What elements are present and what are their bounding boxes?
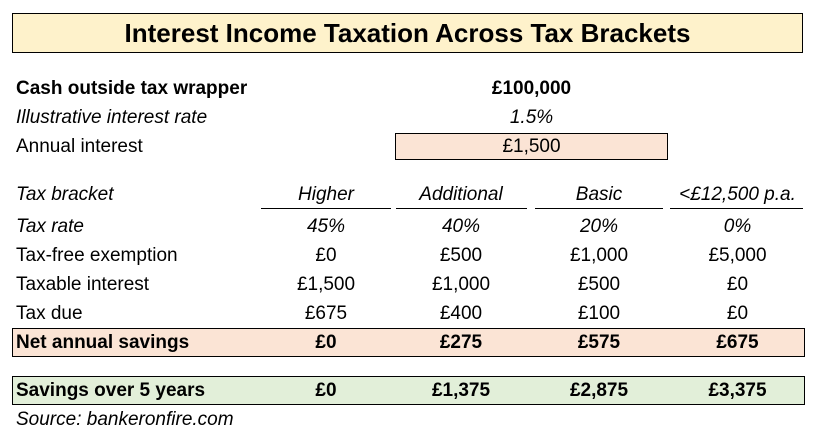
cash-value: £100,000 bbox=[491, 78, 572, 99]
cash-label: Cash outside tax wrapper bbox=[16, 78, 248, 99]
column-basic: Basic bbox=[575, 184, 623, 205]
column-additional: Additional bbox=[419, 184, 503, 205]
row-label-net-savings: Net annual savings bbox=[16, 332, 190, 353]
table-cell: 45% bbox=[306, 216, 346, 237]
header-underline bbox=[261, 208, 391, 209]
row-label-tax-rate: Tax rate bbox=[16, 216, 84, 237]
table-cell: £500 bbox=[577, 274, 621, 295]
table-cell: £500 bbox=[439, 245, 483, 266]
page-title: Interest Income Taxation Across Tax Brackets bbox=[12, 13, 803, 53]
table-cell: £1,000 bbox=[431, 274, 491, 295]
tax-bracket-header: Tax bracket bbox=[16, 184, 114, 205]
table-cell: £0 bbox=[315, 332, 337, 353]
row-label-exemption: Tax-free exemption bbox=[16, 245, 178, 266]
table-cell: £2,875 bbox=[569, 380, 629, 401]
header-underline bbox=[396, 208, 527, 209]
table-cell: £5,000 bbox=[708, 245, 767, 266]
column-higher: Higher bbox=[298, 184, 354, 205]
header-underline bbox=[670, 208, 803, 209]
table-cell: 0% bbox=[723, 216, 752, 237]
rate-value: 1.5% bbox=[509, 107, 554, 128]
column-low-income: <£12,500 p.a. bbox=[679, 184, 796, 205]
table-cell: £0 bbox=[315, 380, 337, 401]
table-cell: 20% bbox=[579, 216, 619, 237]
table-cell: £1,500 bbox=[296, 274, 356, 295]
row-label-five-year: Savings over 5 years bbox=[16, 380, 206, 401]
table-cell: £275 bbox=[439, 332, 483, 353]
rate-label: Illustrative interest rate bbox=[16, 107, 208, 128]
interest-label: Annual interest bbox=[16, 136, 143, 157]
source-note: Source: bankeronfire.com bbox=[16, 409, 234, 430]
header-underline bbox=[535, 208, 663, 209]
table-cell: £0 bbox=[726, 274, 749, 295]
table-cell: 40% bbox=[441, 216, 481, 237]
table-cell: £100 bbox=[577, 303, 621, 324]
table-cell: £1,375 bbox=[431, 380, 491, 401]
interest-value: £1,500 bbox=[502, 136, 561, 157]
table-cell: £3,375 bbox=[708, 380, 767, 401]
table-cell: £675 bbox=[304, 303, 348, 324]
table-cell: £0 bbox=[315, 245, 337, 266]
row-label-taxable-interest: Taxable interest bbox=[16, 274, 150, 295]
table-cell: £575 bbox=[577, 332, 621, 353]
table-cell: £1,000 bbox=[569, 245, 629, 266]
table-cell: £400 bbox=[439, 303, 483, 324]
table-cell: £0 bbox=[726, 303, 749, 324]
row-label-tax-due: Tax due bbox=[16, 303, 83, 324]
table-cell: £675 bbox=[716, 332, 759, 353]
